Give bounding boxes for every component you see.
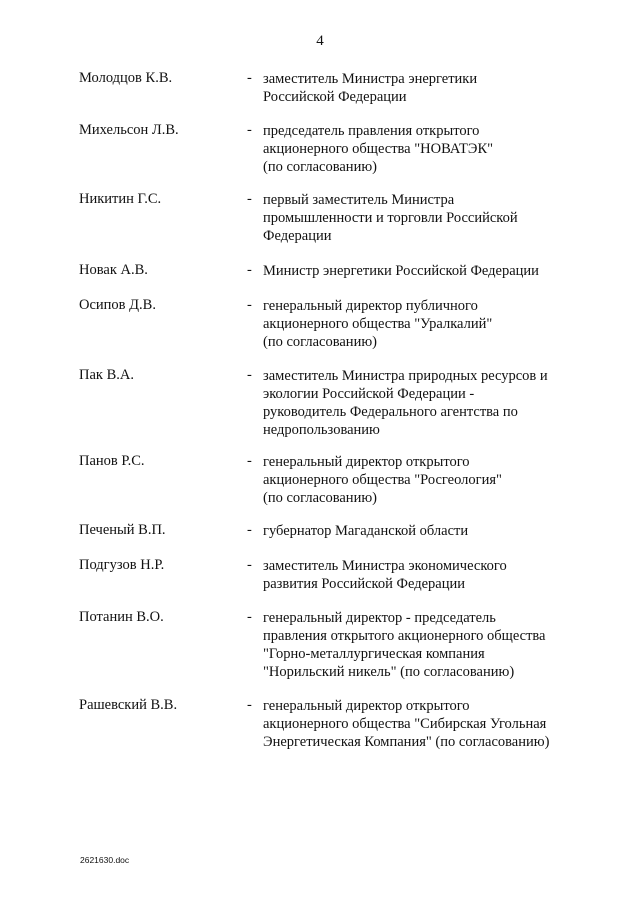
position-line: акционерного общества "Сибирская Угольная <box>263 716 547 732</box>
member-position <box>263 522 593 540</box>
position-line: акционерного общества "Уралкалий" <box>263 316 493 332</box>
member-name: Печеный В.П. <box>79 522 166 538</box>
position-line: генеральный директор открытого <box>263 454 470 470</box>
dash-separator: - <box>247 557 252 573</box>
position-line: (по согласованию) <box>263 159 377 175</box>
position-line: недропользованию <box>263 422 380 438</box>
position-line: промышленности и торговли Российской <box>263 210 518 226</box>
member-name: Осипов Д.В. <box>79 297 156 313</box>
member-name: Никитин Г.С. <box>79 191 162 207</box>
position-line: (по согласованию) <box>263 490 377 506</box>
dash-separator: - <box>247 262 252 278</box>
position-line: правления открытого акционерного общества <box>263 628 546 644</box>
member-position <box>263 609 593 681</box>
member-name: Михельсон Л.В. <box>79 122 179 138</box>
dash-separator: - <box>247 122 252 138</box>
position-line: (по согласованию) <box>263 334 377 350</box>
member-position <box>263 297 593 351</box>
dash-separator: - <box>247 297 252 313</box>
member-name: Новак А.В. <box>79 262 148 278</box>
member-position <box>263 557 593 593</box>
member-name: Потанин В.О. <box>79 609 164 625</box>
member-position <box>263 453 593 507</box>
position-line: Министр энергетики Российской Федерации <box>263 263 539 279</box>
dash-separator: - <box>247 522 252 538</box>
member-position <box>263 697 593 751</box>
dash-separator: - <box>247 453 252 469</box>
position-line: Российской Федерации <box>263 89 407 105</box>
member-name: Панов Р.С. <box>79 453 145 469</box>
dash-separator: - <box>247 191 252 207</box>
position-line: акционерного общества "НОВАТЭК" <box>263 141 494 157</box>
document-filename: 2621630.doc <box>80 855 130 865</box>
position-line: губернатор Магаданской области <box>263 523 469 539</box>
position-line: председатель правления открытого <box>263 123 480 139</box>
position-line: заместитель Министра природных ресурсов и <box>263 368 548 384</box>
position-line: акционерного общества "Росгеология" <box>263 472 502 488</box>
member-position <box>263 191 593 245</box>
member-position <box>263 367 593 439</box>
member-position <box>263 122 593 176</box>
position-line: заместитель Министра энергетики <box>263 71 478 87</box>
position-line: экологии Российской Федерации - <box>263 386 475 402</box>
member-name: Пак В.А. <box>79 367 134 383</box>
dash-separator: - <box>247 367 252 383</box>
position-line: заместитель Министра экономического <box>263 558 507 574</box>
member-position <box>263 70 593 106</box>
position-line: первый заместитель Министра <box>263 192 455 208</box>
dash-separator: - <box>247 609 252 625</box>
position-line: "Горно-металлургическая компания <box>263 646 485 662</box>
member-name: Подгузов Н.Р. <box>79 557 165 573</box>
position-line: генеральный директор открытого <box>263 698 470 714</box>
member-position <box>263 262 593 280</box>
position-line: "Норильский никель" (по согласованию) <box>263 664 515 680</box>
member-name: Рашевский В.В. <box>79 697 178 713</box>
member-name: Молодцов К.В. <box>79 70 173 86</box>
position-line: генеральный директор - председатель <box>263 610 496 626</box>
page-number: 4 <box>316 33 324 49</box>
position-line: Энергетическая Компания" (по согласованию) <box>263 734 550 750</box>
position-line: руководитель Федерального агентства по <box>263 404 518 420</box>
position-line: Федерации <box>263 228 332 244</box>
position-line: развития Российской Федерации <box>263 576 465 592</box>
position-line: генеральный директор публичного <box>263 298 478 314</box>
dash-separator: - <box>247 70 252 86</box>
dash-separator: - <box>247 697 252 713</box>
